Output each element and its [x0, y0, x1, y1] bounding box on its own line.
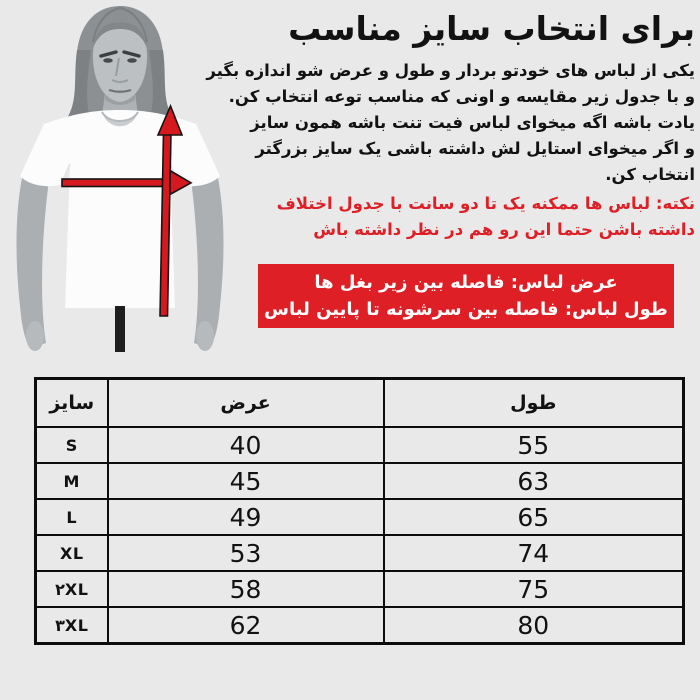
intro-line: و اگر میخوای استایل لش داشته باشی یک سایز بزرگتر [255, 139, 695, 158]
table-row [36, 463, 684, 499]
measure-definition-banner [258, 264, 674, 328]
text-column [206, 0, 695, 243]
length-value: 55 [384, 427, 684, 463]
page-title: برای انتخاب سایز مناسب [288, 9, 695, 48]
length-value: 65 [384, 499, 684, 535]
size-label: XL [36, 535, 108, 571]
table-row [36, 499, 684, 535]
size-label: ۳XL [36, 607, 108, 644]
intro-line: انتخاب کن. [605, 165, 695, 184]
mannequin-stand [115, 306, 125, 352]
intro-line: یکی از لباس های خودتو بردار و طول و عرض شو اندازه بگیر [206, 61, 695, 80]
table-header-row [36, 379, 684, 428]
size-label: S [36, 427, 108, 463]
size-label: L [36, 499, 108, 535]
mannequin-figure [0, 0, 240, 352]
table-row [36, 427, 684, 463]
table-row [36, 535, 684, 571]
intro-line: یادت باشه اگه میخوای لباس فیت تنت باشه همون سایز [250, 113, 695, 132]
width-value: 40 [108, 427, 384, 463]
width-value: 45 [108, 463, 384, 499]
width-value: 58 [108, 571, 384, 607]
intro-text [206, 58, 695, 188]
width-value: 53 [108, 535, 384, 571]
size-table [34, 377, 685, 645]
size-label: M [36, 463, 108, 499]
header-size: سایز [36, 379, 108, 428]
table-row [36, 571, 684, 607]
size-label: ۲XL [36, 571, 108, 607]
note-line: نکته: لباس ها ممکنه یک تا دو سانت با جدول اختلاف [276, 194, 695, 213]
mannequin-illustration [0, 0, 240, 352]
width-value: 49 [108, 499, 384, 535]
intro-line: و با جدول زیر مقایسه و اونی که مناسب توعه انتخاب کن. [228, 87, 695, 106]
length-value: 63 [384, 463, 684, 499]
table-row [36, 607, 684, 644]
length-value: 74 [384, 535, 684, 571]
note-line: داشته باشن حتما این رو هم در نظر داشته باش [313, 220, 695, 239]
banner-line-width: عرض لباس: فاصله بین زیر بغل ها [314, 272, 618, 293]
length-value: 80 [384, 607, 684, 644]
note-text [234, 191, 695, 243]
header-length: طول [384, 379, 684, 428]
header-width: عرض [108, 379, 384, 428]
length-value: 75 [384, 571, 684, 607]
banner-line-length: طول لباس: فاصله بین سرشونه تا پایین لباس [264, 299, 668, 320]
width-value: 62 [108, 607, 384, 644]
